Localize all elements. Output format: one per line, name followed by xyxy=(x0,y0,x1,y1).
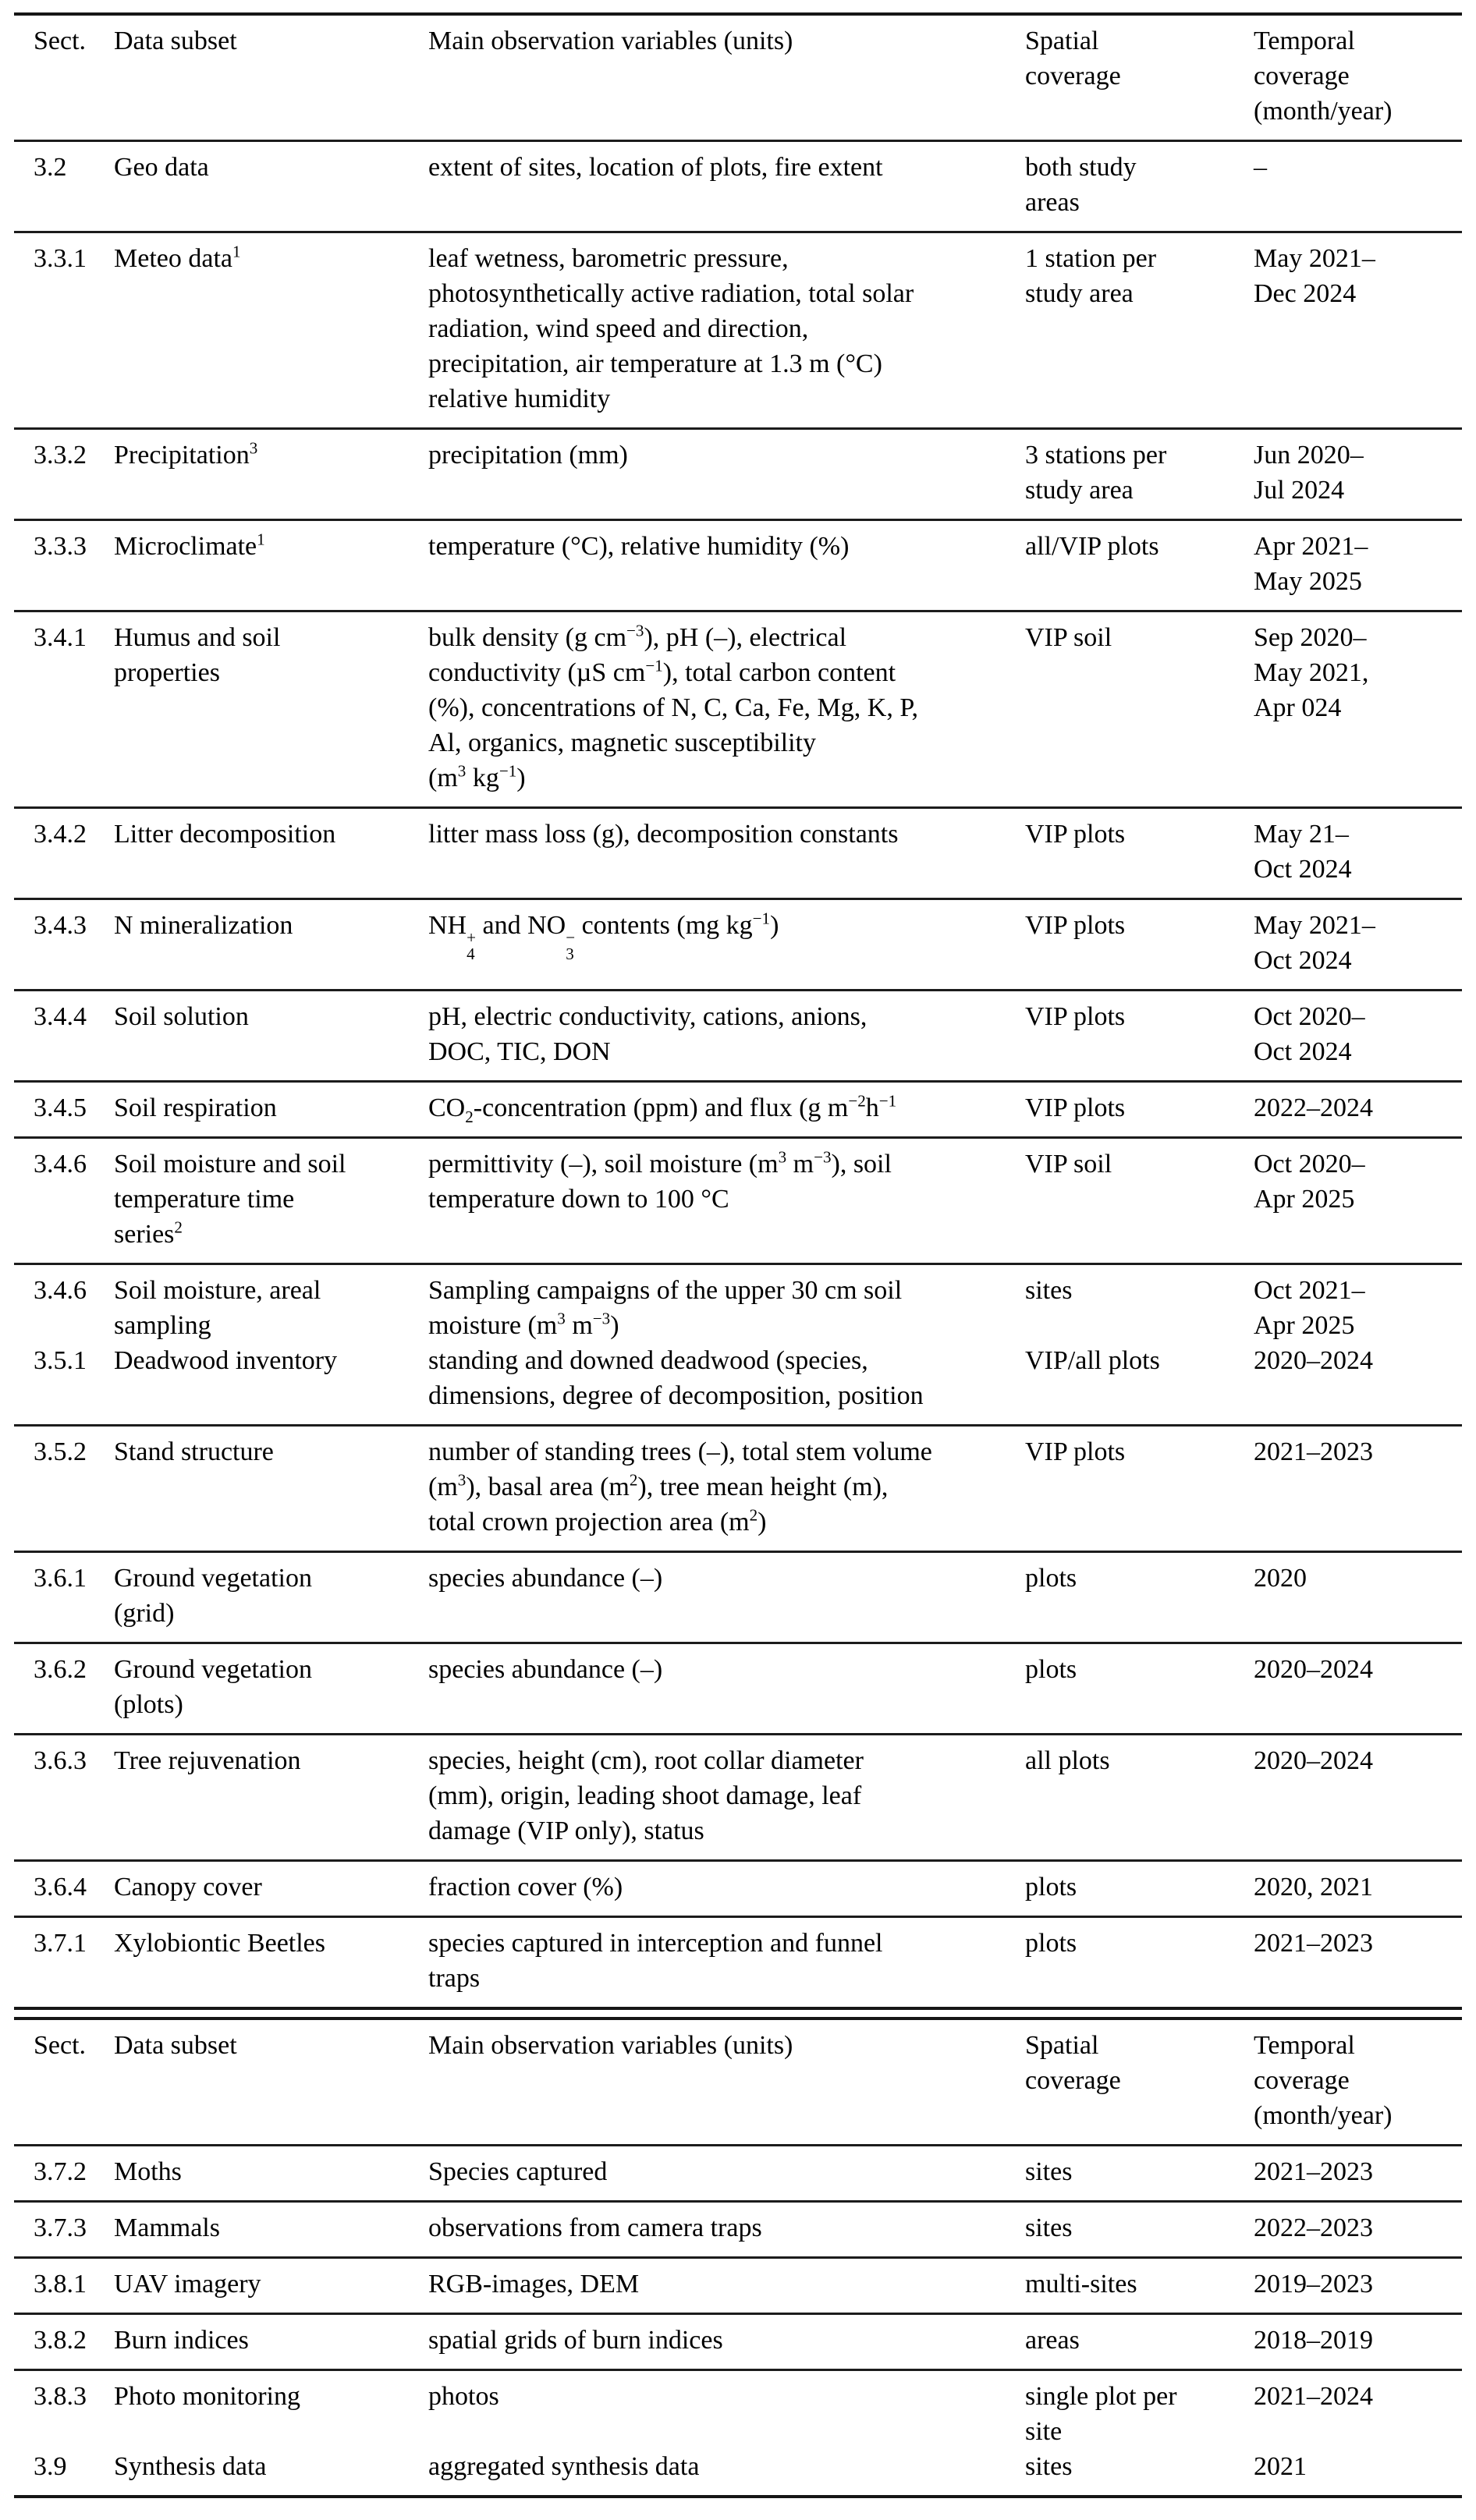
cell-observation-variables: aggregated synthesis data xyxy=(428,2452,700,2481)
cell-sect: 3.4.3 xyxy=(34,911,87,940)
cell-temporal-coverage: 2020–2024 xyxy=(1254,1655,1373,1684)
cell-data-subset: Humus and soil properties xyxy=(114,623,281,687)
cell-sect: 3.4.5 xyxy=(34,1093,87,1122)
cell-observation-variables: photos xyxy=(428,2382,499,2411)
cell-sect: 3.6.1 xyxy=(34,1564,87,1593)
cell-spatial-coverage: areas xyxy=(1025,2326,1080,2355)
cell-observation-variables: species, height (cm), root collar diameter (mm), origin, leading shoot damage, leaf damage (VIP only), status xyxy=(428,1746,864,1845)
cell-temporal-coverage: Sep 2020– May 2021, Apr 024 xyxy=(1254,623,1369,722)
cell-temporal-coverage: May 2021– Dec 2024 xyxy=(1254,244,1375,308)
cell-temporal-coverage: Oct 2020– Apr 2025 xyxy=(1254,1150,1365,1214)
cell-sect: 3.9 xyxy=(34,2452,67,2481)
cell-spatial-coverage: sites xyxy=(1025,1276,1073,1305)
cell-temporal-coverage: 2022–2023 xyxy=(1254,2213,1373,2242)
cell-temporal-coverage: 2020 xyxy=(1254,1564,1307,1593)
cell-spatial-coverage: VIP plots xyxy=(1025,1002,1126,1031)
cell-data-subset: Soil moisture, areal sampling xyxy=(114,1276,321,1340)
cell-spatial-coverage: VIP plots xyxy=(1025,1093,1126,1122)
cell-observation-variables: extent of sites, location of plots, fire extent xyxy=(428,153,883,182)
cell-sect: 3.4.2 xyxy=(34,820,87,849)
cell-data-subset: UAV imagery xyxy=(114,2270,261,2298)
cell-data-subset: Moths xyxy=(114,2157,182,2186)
table-header-part-1 xyxy=(14,14,1462,141)
cell-data-subset: Soil moisture and soil temperature time series$^2$ xyxy=(114,1150,346,1249)
cell-data-subset: Synthesis data xyxy=(114,2452,267,2481)
cell-temporal-coverage: 2022–2024 xyxy=(1254,1093,1373,1122)
table-row xyxy=(14,2146,1462,2202)
cell-spatial-coverage: VIP plots xyxy=(1025,820,1126,849)
cell-observation-variables: litter mass loss (g), decomposition constants xyxy=(428,820,899,849)
cell-temporal-coverage: 2021 xyxy=(1254,2452,1307,2481)
table-row xyxy=(14,141,1462,232)
cell-temporal-coverage: May 21– Oct 2024 xyxy=(1254,820,1352,884)
cell-data-subset: Photo monitoring xyxy=(114,2382,300,2411)
cell-data-subset: Burn indices xyxy=(114,2326,249,2355)
cell-observation-variables: species abundance (–) xyxy=(428,1655,663,1684)
cell-sect: 3.4.6 xyxy=(34,1150,87,1178)
table-body-part-1 xyxy=(14,141,1462,2009)
table-row xyxy=(14,1343,1462,1426)
cell-spatial-coverage: multi-sites xyxy=(1025,2270,1137,2298)
cell-data-subset: Xylobiontic Beetles xyxy=(114,1929,326,1958)
table-row xyxy=(14,429,1462,520)
cell-spatial-coverage: plots xyxy=(1025,1655,1077,1684)
cell-spatial-coverage: VIP soil xyxy=(1025,623,1112,652)
stacked-subsup: − 3 xyxy=(566,927,576,964)
cell-spatial-coverage: plots xyxy=(1025,1564,1077,1593)
header-observation-variables: Main observation variables (units) xyxy=(428,2031,793,2060)
header-sect: Sect. xyxy=(34,27,87,55)
table-row xyxy=(14,2370,1462,2450)
cell-spatial-coverage: sites xyxy=(1025,2213,1073,2242)
table-row xyxy=(14,808,1462,899)
table-row xyxy=(14,232,1462,429)
cell-observation-variables: fraction cover (%) xyxy=(428,1873,623,1902)
cell-observation-variables: species captured in interception and funnel traps xyxy=(428,1929,883,1993)
header-row xyxy=(14,2018,1462,2146)
cell-sect: 3.3.3 xyxy=(34,532,87,561)
cell-temporal-coverage: 2021–2024 xyxy=(1254,2382,1373,2411)
header-spatial-coverage: Spatial coverage xyxy=(1025,2031,1121,2095)
table-row xyxy=(14,899,1462,991)
cell-sect: 3.7.1 xyxy=(34,1929,87,1958)
cell-observation-variables: pH, electric conductivity, cations, anions, DOC, TIC, DON xyxy=(428,1002,868,1066)
cell-observation-variables: temperature (°C), relative humidity (%) xyxy=(428,532,850,561)
cell-data-subset: Litter decomposition xyxy=(114,820,336,849)
cell-spatial-coverage: plots xyxy=(1025,1929,1077,1958)
cell-temporal-coverage: 2020–2024 xyxy=(1254,1746,1373,1775)
cell-spatial-coverage: VIP plots xyxy=(1025,911,1126,940)
cell-spatial-coverage: single plot per site xyxy=(1025,2382,1177,2446)
header-temporal-coverage: Temporal coverage (month/year) xyxy=(1254,27,1393,126)
table-row xyxy=(14,520,1462,611)
header-row xyxy=(14,14,1462,141)
table-row xyxy=(14,1082,1462,1138)
cell-temporal-coverage: 2021–2023 xyxy=(1254,1929,1373,1958)
cell-observation-variables: leaf wetness, barometric pressure, photosynthetically active radiation, total solar radiation, wind speed and direction, precipitation, air temperature at 1.3 m (°C) relative humidity xyxy=(428,244,914,413)
cell-data-subset: Geo data xyxy=(114,153,209,182)
cell-observation-variables: permittivity (–), soil moisture ($m^3$ $m^{-3}$), soil temperature down to 100 °C xyxy=(428,1147,892,1214)
header-data-subset: Data subset xyxy=(114,2031,237,2060)
cell-spatial-coverage: both study areas xyxy=(1025,153,1137,217)
cell-sect: 3.4.4 xyxy=(34,1002,87,1031)
cell-temporal-coverage: 2019–2023 xyxy=(1254,2270,1373,2298)
cell-observation-variables: spatial grids of burn indices xyxy=(428,2326,723,2355)
cell-sect: 3.2 xyxy=(34,153,67,182)
cell-temporal-coverage: Oct 2021– Apr 2025 xyxy=(1254,1276,1365,1340)
cell-sect: 3.5.2 xyxy=(34,1437,87,1466)
cell-observation-variables: RGB-images, DEM xyxy=(428,2270,640,2298)
cell-data-subset: Microclimate$^1$ xyxy=(114,530,265,561)
cell-data-subset: Ground vegetation (grid) xyxy=(114,1564,312,1628)
cell-temporal-coverage: Jun 2020– Jul 2024 xyxy=(1254,441,1364,505)
cell-spatial-coverage: 1 station per study area xyxy=(1025,244,1157,308)
cell-data-subset: N mineralization xyxy=(114,911,293,940)
cell-sect: 3.3.2 xyxy=(34,441,87,470)
data-overview-table-part-1 xyxy=(14,12,1462,2010)
stacked-subsup: + 4 xyxy=(467,927,476,964)
cell-temporal-coverage: May 2021– Oct 2024 xyxy=(1254,911,1375,975)
cell-temporal-coverage: Apr 2021– May 2025 xyxy=(1254,532,1368,596)
cell-spatial-coverage: 3 stations per study area xyxy=(1025,441,1167,505)
cell-data-subset: Mammals xyxy=(114,2213,220,2242)
cell-data-subset: Soil respiration xyxy=(114,1093,277,1122)
table-row xyxy=(14,611,1462,808)
cell-sect: 3.8.2 xyxy=(34,2326,87,2355)
cell-sect: 3.5.1 xyxy=(34,1346,87,1375)
cell-spatial-coverage: VIP plots xyxy=(1025,1437,1126,1466)
header-sect: Sect. xyxy=(34,2031,87,2060)
cell-temporal-coverage: 2021–2023 xyxy=(1254,1437,1373,1466)
cell-spatial-coverage: all/VIP plots xyxy=(1025,532,1159,561)
table-row xyxy=(14,2202,1462,2258)
cell-observation-variables: species abundance (–) xyxy=(428,1564,663,1593)
cell-data-subset: Meteo data$^1$ xyxy=(114,242,241,273)
cell-spatial-coverage: sites xyxy=(1025,2452,1073,2481)
cell-temporal-coverage: 2020, 2021 xyxy=(1254,1873,1373,1902)
cell-sect: 3.7.3 xyxy=(34,2213,87,2242)
cell-data-subset: Deadwood inventory xyxy=(114,1346,338,1375)
cell-temporal-coverage: 2021–2023 xyxy=(1254,2157,1373,2186)
cell-observation-variables: precipitation (mm) xyxy=(428,441,628,470)
cell-observation-variables: number of standing trees (–), total stem volume $(m^3)$, basal area $(m^2)$, tree mean height (m), total crown projection area $(m^2)$ xyxy=(428,1437,932,1536)
table-row xyxy=(14,1264,1462,1344)
cell-sect: 3.7.2 xyxy=(34,2157,87,2186)
header-observation-variables: Main observation variables (units) xyxy=(428,27,793,55)
cell-data-subset: Stand structure xyxy=(114,1437,274,1466)
table-row xyxy=(14,1138,1462,1264)
cell-sect: 3.6.4 xyxy=(34,1873,87,1902)
cell-temporal-coverage: Oct 2020– Oct 2024 xyxy=(1254,1002,1365,1066)
cell-temporal-coverage: – xyxy=(1254,153,1267,182)
table-row xyxy=(14,1917,1462,2009)
table-body-part-2 xyxy=(14,2146,1462,2497)
cell-sect: 3.8.3 xyxy=(34,2382,87,2411)
header-data-subset: Data subset xyxy=(114,27,237,55)
cell-sect: 3.4.1 xyxy=(34,623,87,652)
cell-temporal-coverage: 2020–2024 xyxy=(1254,1346,1373,1375)
table-row xyxy=(14,1735,1462,1861)
cell-data-subset: Ground vegetation (plots) xyxy=(114,1655,312,1719)
header-temporal-coverage: Temporal coverage (month/year) xyxy=(1254,2031,1393,2130)
cell-data-subset: Precipitation$^3$ xyxy=(114,438,258,470)
cell-sect: 3.8.1 xyxy=(34,2270,87,2298)
table-row xyxy=(14,1426,1462,1552)
cell-data-subset: Canopy cover xyxy=(114,1873,262,1902)
cell-observation-variables: $CO_2$-concentration (ppm) and flux (g $m^{-2}h^{-1}$ xyxy=(428,1091,897,1126)
cell-observation-variables: Species captured xyxy=(428,2157,608,2186)
cell-spatial-coverage: plots xyxy=(1025,1873,1077,1902)
cell-data-subset: Tree rejuvenation xyxy=(114,1746,301,1775)
cell-spatial-coverage: VIP soil xyxy=(1025,1150,1112,1178)
table-header-part-2 xyxy=(14,2018,1462,2146)
table-row xyxy=(14,1552,1462,1643)
data-overview-table-part-2 xyxy=(14,2017,1462,2498)
table-row xyxy=(14,2449,1462,2497)
cell-sect: 3.6.2 xyxy=(34,1655,87,1684)
table-row xyxy=(14,991,1462,1082)
cell-temporal-coverage: 2018–2019 xyxy=(1254,2326,1373,2355)
cell-observation-variables: Sampling campaigns of the upper 30 cm soil moisture ($m^3$ $m^{-3}$) xyxy=(428,1276,903,1340)
table-row xyxy=(14,2258,1462,2314)
cell-observation-variables: bulk density (g $cm^{-3}$), pH (–), electrical conductivity (µS $cm^{-1}$), total carbon content (%), concentrations of N, C, Ca, Fe, Mg, K, P, Al, organics, magnetic susceptibility ($m^3$ $kg^{-1}$) xyxy=(428,621,918,792)
header-spatial-coverage: Spatial coverage xyxy=(1025,27,1121,90)
table-row xyxy=(14,1861,1462,1917)
cell-observation-variables: standing and downed deadwood (species, dimensions, degree of decomposition, position xyxy=(428,1346,924,1410)
cell-sect: 3.3.1 xyxy=(34,244,87,273)
cell-sect: 3.4.6 xyxy=(34,1276,87,1305)
table-row xyxy=(14,1643,1462,1735)
cell-observation-variables: observations from camera traps xyxy=(428,2213,762,2242)
cell-spatial-coverage: all plots xyxy=(1025,1746,1110,1775)
cell-spatial-coverage: VIP/all plots xyxy=(1025,1346,1160,1375)
cell-sect: 3.6.3 xyxy=(34,1746,87,1775)
table-row xyxy=(14,2314,1462,2370)
cell-data-subset: Soil solution xyxy=(114,1002,249,1031)
cell-spatial-coverage: sites xyxy=(1025,2157,1073,2186)
cell-observation-variables: NH + 4 and NO − 3 contents (mg $kg^{-1}$) xyxy=(428,909,779,964)
